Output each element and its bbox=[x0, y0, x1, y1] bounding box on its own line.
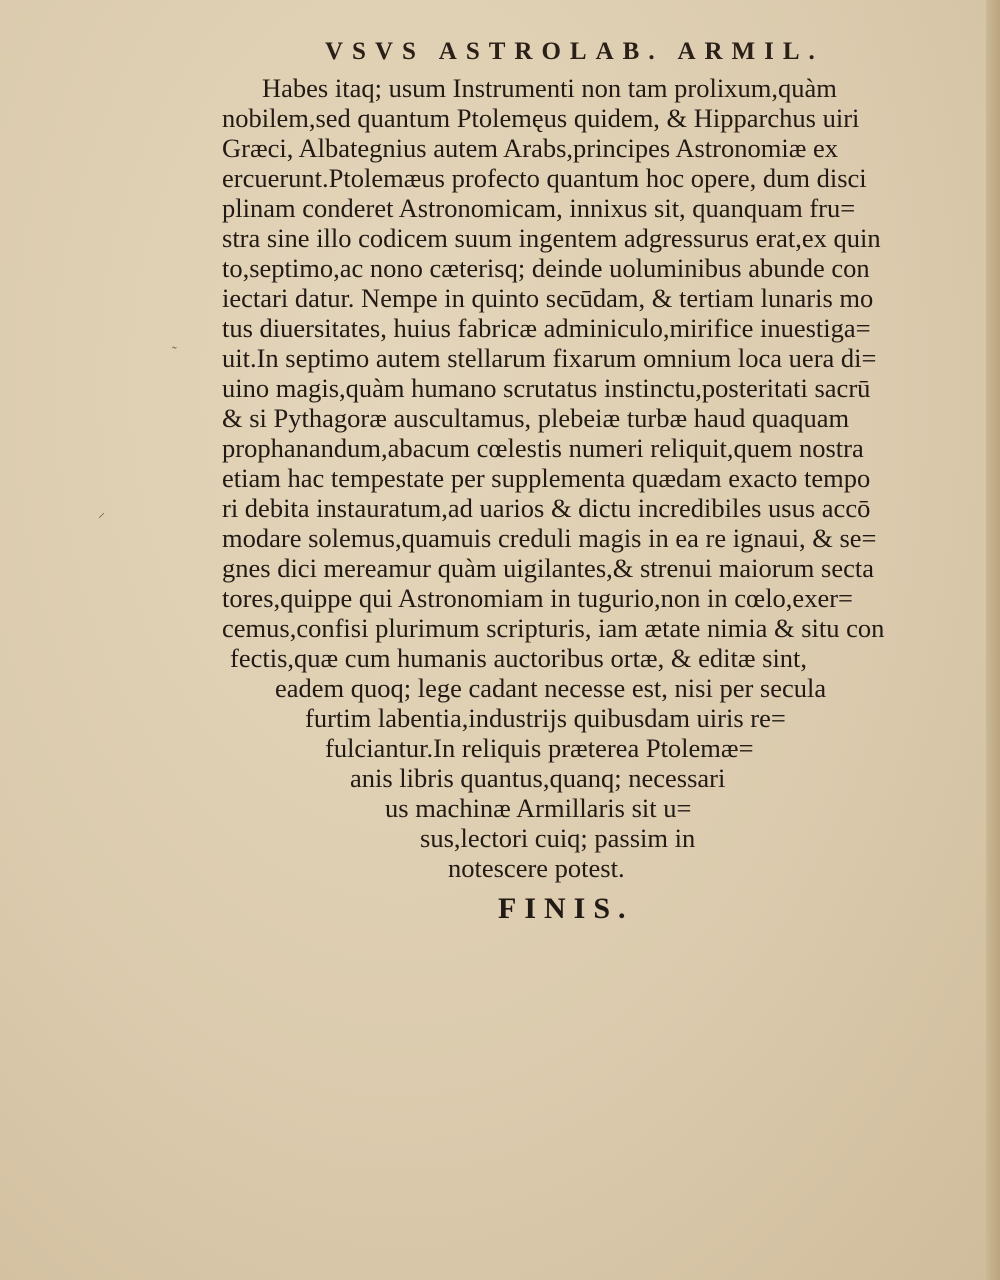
running-head: VSVS ASTROLAB. ARMIL. bbox=[325, 38, 824, 65]
text-line: gnes dici mereamur quàm uigilantes,& strenui maiorum secta bbox=[222, 553, 875, 583]
text-line: etiam hac tempestate per supplementa quædam exacto tempo bbox=[222, 463, 871, 493]
text-line: prophanandum,abacum cœlestis numeri reliquit,quem nostra bbox=[222, 433, 864, 463]
text-line: ercuerunt.Ptolemæus profecto quantum hoc opere, dum disci bbox=[222, 163, 867, 193]
margin-mark: ˜ bbox=[172, 345, 177, 360]
text-line: fectis,quæ cum humanis auctoribus ortæ, & editæ sint, bbox=[230, 643, 808, 673]
text-line: plinam conderet Astronomicam, innixus sit, quanquam fru= bbox=[222, 193, 856, 223]
text-line: uit.In septimo autem stellarum fixarum omnium loca uera di= bbox=[222, 343, 877, 373]
text-line: notescere potest. bbox=[448, 853, 625, 883]
text-line: anis libris quantus,quanq; necessari bbox=[350, 763, 726, 793]
text-line: Habes itaq; usum Instrumenti non tam prolixum,quàm bbox=[262, 73, 837, 103]
text-line: nobilem,sed quantum Ptolemęus quidem, & Hipparchus uiri bbox=[222, 103, 860, 133]
text-line: iectari datur. Nempe in quinto secūdam, & tertiam lunaris mo bbox=[222, 283, 874, 313]
text-line: ri debita instauratum,ad uarios & dictu incredibiles usus accō bbox=[222, 493, 871, 523]
text-line: us machinæ Armillaris sit u= bbox=[385, 793, 692, 823]
text-line: fulciantur.In reliquis præterea Ptolemæ= bbox=[325, 733, 754, 763]
text-line: eadem quoq; lege cadant necesse est, nisi per secula bbox=[275, 673, 827, 703]
margin-mark: ⸝ bbox=[98, 506, 105, 521]
finis-heading: FINIS. bbox=[498, 892, 634, 925]
text-line: furtim labentia,industrijs quibusdam uiris re= bbox=[305, 703, 786, 733]
text-line: cemus,confisi plurimum scripturis, iam ætate nimia & situ con bbox=[222, 613, 885, 643]
text-line: modare solemus,quamuis creduli magis in ea re ignaui, & se= bbox=[222, 523, 877, 553]
text-line: stra sine illo codicem suum ingentem adgressurus erat,ex quin bbox=[222, 223, 881, 253]
text-line: uino magis,quàm humano scrutatus instinctu,posteritati sacrū bbox=[222, 373, 871, 403]
text-line: & si Pythagoræ auscultamus, plebeiæ turbæ haud quaquam bbox=[222, 403, 850, 433]
text-line: to,septimo,ac nono cæterisq; deinde uoluminibus abunde con bbox=[222, 253, 870, 283]
text-line: sus,lectori cuiq; passim in bbox=[420, 823, 696, 853]
text-line: tores,quippe qui Astronomiam in tugurio,non in cœlo,exer= bbox=[222, 583, 853, 613]
text-line: Græci, Albategnius autem Arabs,principes Astronomiæ ex bbox=[222, 133, 839, 163]
text-line: tus diuersitates, huius fabricæ adminiculo,mirifice inuestiga= bbox=[222, 313, 871, 343]
